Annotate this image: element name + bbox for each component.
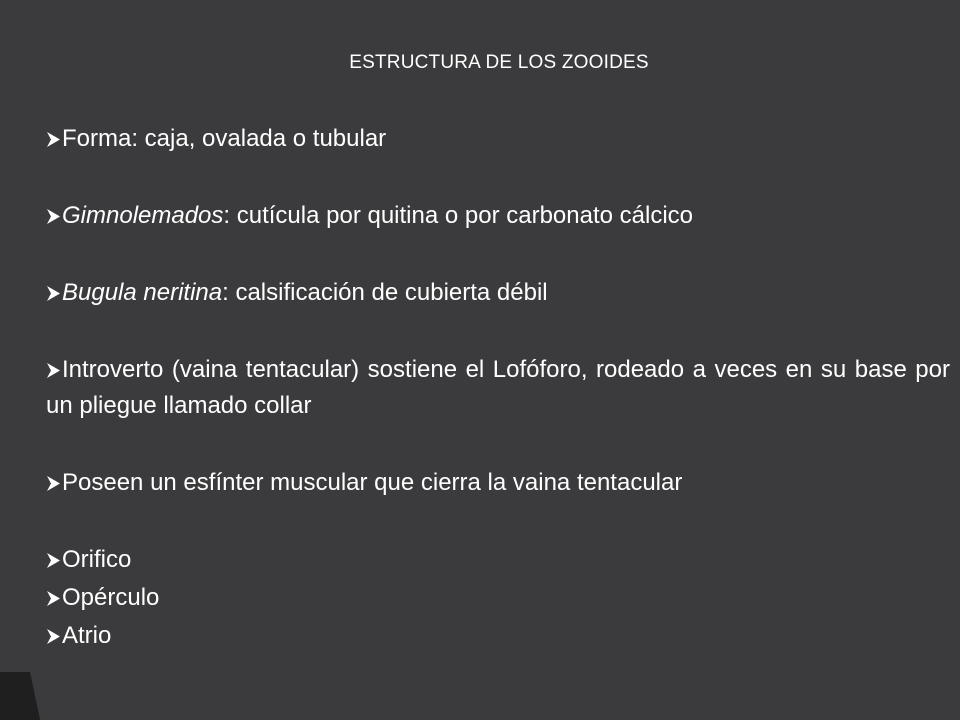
arrow-bullet-icon [46, 362, 62, 379]
bullet-text: Forma: caja, ovalada o tubular [62, 125, 387, 152]
bullet-text: Orifico [62, 546, 132, 573]
bullet-item [46, 618, 950, 654]
bullet-item [46, 580, 950, 616]
bullet-text: : calsificación de cubierta débil [222, 279, 548, 306]
arrow-bullet-icon [46, 285, 62, 302]
arrow-bullet-icon [46, 208, 62, 225]
slide-title: ESTRUCTURA DE LOS ZOOIDES [349, 52, 649, 73]
bullet-italic: Gimnolemados [62, 202, 224, 229]
arrow-bullet-icon [46, 590, 62, 607]
bullet-item [46, 542, 950, 578]
bullet-item [46, 465, 950, 501]
bullet-item [46, 198, 950, 234]
bullet-item [46, 352, 950, 424]
bullet-text: Opérculo [62, 584, 160, 611]
bullet-text: Atrio [62, 622, 112, 649]
arrow-bullet-icon [46, 475, 62, 492]
bullet-text: : cutícula por quitina o por carbonato cálcico [223, 202, 694, 229]
bullet-item [46, 121, 950, 157]
arrow-bullet-icon [46, 628, 62, 645]
bullet-text: Introverto (vaina tentacular) sostiene el Lofóforo, rodeado a veces en su base por un pliegue llamado collar [46, 356, 950, 419]
arrow-bullet-icon [46, 552, 62, 569]
bullet-text: Poseen un esfínter muscular que cierra la vaina tentacular [62, 469, 683, 496]
bullet-italic: Bugula neritina [62, 279, 223, 306]
bullet-item [46, 275, 950, 311]
arrow-bullet-icon [46, 131, 62, 148]
